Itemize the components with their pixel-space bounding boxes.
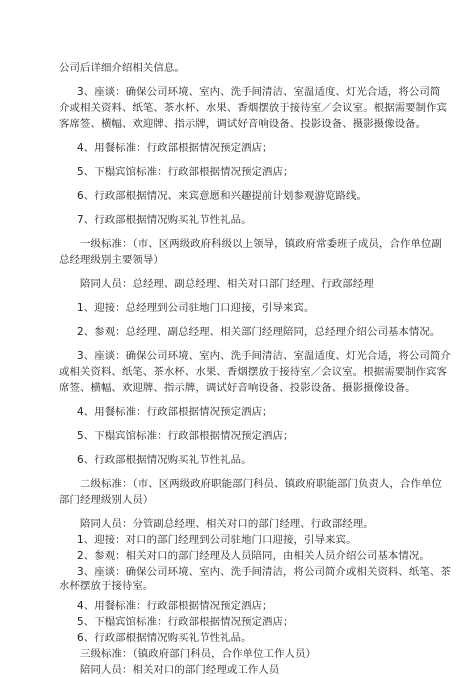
text-line: 1、迎接：对口的部门经理到公司驻地门口迎接，引导来宾。: [77, 534, 357, 546]
text-line: 三级标准：（镇政府部门科员，合作单位工作人员）: [80, 648, 317, 660]
text-line: 水杯摆放于接待室。: [59, 580, 154, 592]
text-line: 7、行政部根据情况购买礼节性礼品。: [77, 214, 252, 226]
text-line: 或相关资料、纸笔、茶水杯、水果、香烟摆放于接待室／会议室。根据需要制作宾客: [59, 366, 448, 378]
text-line: 3、座谈：确保公司环境、室内、洗手间清洁，将公司简介或相关资料、纸笔、茶: [77, 566, 451, 578]
text-line: 5、下榻宾馆标准：行政部根据情况预定酒店；: [77, 430, 294, 442]
text-line: 总经理级别主要领导）: [59, 254, 164, 266]
text-line: 部门经理级别人员）: [59, 494, 154, 506]
text-line: 6、行政部根据情况购买礼节性礼品。: [77, 632, 252, 644]
text-line: 介或相关资料、纸笔、茶水杯、水果、香烟摆放于接待室／会议室。根据需要制作宾: [59, 102, 448, 114]
text-line: 陪同人员：相关对口的部门经理或工作人员: [80, 664, 280, 676]
text-line: 1、迎接：总经理到公司驻地门口迎接，引导来宾。: [77, 302, 315, 314]
text-line: 6、行政部根据情况、来宾意愿和兴趣提前计划参观游览路线。: [77, 190, 367, 202]
text-line: 4、用餐标准：行政部根据情况预定酒店；: [77, 142, 273, 154]
text-line: 5、下榻宾馆标准：行政部根据情况预定酒店；: [77, 166, 294, 178]
text-line: 客席签、横幅、欢迎牌、指示牌，调试好音响设备、投影设备、摄影摄像设备。: [59, 118, 427, 130]
text-line: 2、参观：总经理、副总经理、相关部门经理陪同，总经理介绍公司基本情况。: [77, 326, 441, 338]
text-line: 公司后详细介绍相关信息。: [59, 62, 185, 74]
text-line: 5、下榻宾馆标准：行政部根据情况预定酒店；: [77, 616, 294, 628]
text-line: 3、座谈：确保公司环境、室内、洗手间清洁、室温适度、灯光合适，将公司简: [77, 86, 441, 98]
text-line: 陪同人员：分管副总经理、相关对口的部门经理、行政部经理。: [80, 518, 374, 530]
text-line: 6、行政部根据情况购买礼节性礼品。: [77, 454, 252, 466]
text-line: 3、座谈：确保公司环境、室内、洗手间清洁、室温适度、灯光合适，将公司简介: [77, 350, 451, 362]
text-line: 陪同人员：总经理、副总经理、相关对口部门经理、行政部经理: [80, 278, 374, 290]
section-heading: 一级标准：（市、区两级政府科级以上领导，镇政府常委班子成员，合作单位副: [80, 238, 442, 250]
text-line: 4、用餐标准：行政部根据情况预定酒店；: [77, 600, 273, 612]
text-line: 2、参观：相关对口的部门经理及人员陪同，由相关人员介绍公司基本情况。: [77, 550, 430, 562]
text-line: 席签、横幅、欢迎牌、指示牌，调试好音响设备、投影设备、摄影摄像设备。: [59, 382, 416, 394]
text-line: 4、用餐标准：行政部根据情况预定酒店；: [77, 406, 273, 418]
section-heading: 二级标准：（市、区两级政府职能部门科员、镇政府职能部门负责人，合作单位: [80, 478, 442, 490]
